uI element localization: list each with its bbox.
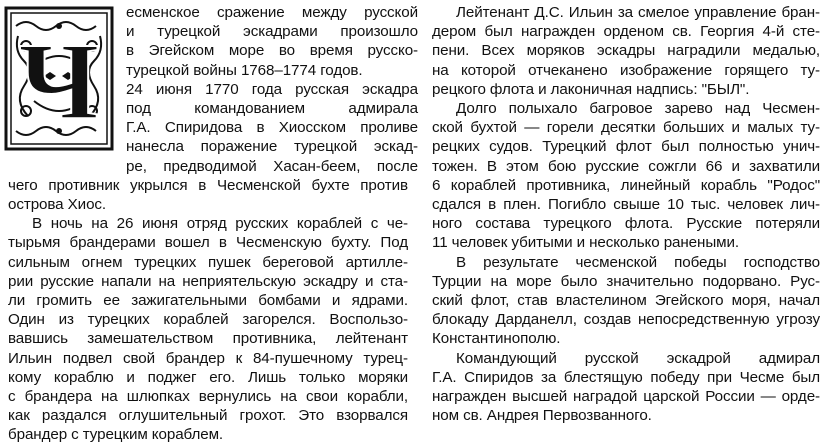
right-text-line: Долго полыхало багровое зарево над Чесмен- — [456, 100, 820, 117]
left-text-line: брандер с турецким кораблем. — [8, 426, 224, 444]
right-text-line: Турции на море было значительно подорвано. Рус- — [432, 272, 820, 290]
right-text-line: 6 кораблей противника, линейный корабль "Родос" — [432, 176, 820, 194]
left-text-line: с брандера на шлюпках вернулись на свои корабли, — [8, 388, 408, 405]
left-text-line: 24 июня 1770 года русская эскадра — [126, 80, 418, 98]
right-text-line: пени. Всех моряков эскадры наградили медалью, — [432, 42, 820, 60]
left-text-line: острова Хиос. — [8, 196, 107, 213]
left-text-line: турецкой войны 1768–1774 годов. — [126, 61, 363, 79]
left-text-line: как раздался оглушительный грохот. Это взорвался — [8, 407, 408, 425]
right-text-line: рецких судов. Турецкий флот был полностью унич- — [432, 138, 820, 156]
right-text-line: сдался в плен. Погибло свыше 10 тыс. человек лич- — [432, 196, 820, 213]
drop-cap-ornament-icon — [4, 6, 114, 151]
right-text-line: ном св. Андрея Первозванного. — [432, 407, 652, 425]
left-text-line: ли громить ее зажигательными бомбами и ядрами. — [8, 292, 408, 309]
left-text-line: нанесла поражение турецкой эскад- — [126, 138, 418, 156]
left-text-line: Г.А. Спиридова в Хиосском проливе — [126, 119, 418, 137]
right-text-line: рецкого флота и лаконичная надпись: "БЫЛ". — [432, 80, 750, 98]
right-text-line: Константинополю. — [432, 330, 561, 348]
right-text-line: В результате чесменской победы господство — [456, 253, 820, 271]
right-text-line: 11 человек убитыми и несколько ранеными. — [432, 234, 739, 252]
left-text-line: тырьмя брандерами вошел в Чесменскую бухту. Под — [8, 234, 408, 252]
left-text-line: рии русские напали на неприятельскую эскадру и ста- — [8, 272, 408, 290]
left-text-line: сильным огнем турецких пушек береговой артилле- — [8, 253, 408, 271]
right-text-line: блокаду Дарданелл, создав непосредственную угрозу — [432, 311, 820, 329]
right-text-line: дером был награжден орденом св. Георгия 4-й сте- — [432, 23, 820, 41]
right-text-line: Г.А. Спиридов за блестящую победу при Чесме был — [432, 368, 820, 386]
drop-cap-letter: Ч — [18, 20, 100, 142]
drop-cap — [4, 6, 114, 151]
right-text-line: Командующий русской эскадрой адмирал — [456, 349, 820, 367]
left-text-line: есменское сражение между русской — [126, 4, 418, 21]
left-text-line: кому кораблю и поджег его. Лишь только моряки — [8, 368, 408, 386]
right-text-line: Лейтенант Д.С. Ильин за смелое управление бран- — [456, 4, 820, 21]
left-text-line: вавшись замешательством противника, лейтенант — [8, 330, 408, 348]
left-text-line: Один из турецких кораблей загорелся. Воспользо- — [8, 311, 408, 329]
right-text-line: ного состава турецкого флота. Русские потеряли — [432, 215, 820, 233]
left-text-line: в Эгейском море во время русско- — [126, 42, 418, 60]
right-text-line: на которой отчеканено изображение горящего ту- — [432, 61, 820, 79]
left-text-line: Ильин подвел свой брандер к 84-пушечному турец- — [8, 349, 408, 367]
right-text-line: ский флот, став властелином Эгейского моря, начал — [432, 292, 820, 309]
left-text-line: и турецкой эскадрами произошло — [126, 23, 418, 41]
left-text-line: под командованием адмирала — [126, 100, 418, 117]
right-text-line: награжден высшей наградой царской России — орде- — [432, 388, 820, 405]
left-text-line: чего противник укрылся в Чесменской бухте против — [8, 176, 408, 194]
left-text-line: ре, предводимой Хасан-беем, после — [126, 157, 418, 175]
right-text-line: тожен. В этом бою русские сожгли 66 и захватили — [432, 157, 820, 175]
right-text-line: ской бухтой — горели десятки больших и малых ту- — [432, 119, 820, 137]
left-text-line: В ночь на 26 июня отряд русских кораблей с че- — [32, 215, 408, 233]
